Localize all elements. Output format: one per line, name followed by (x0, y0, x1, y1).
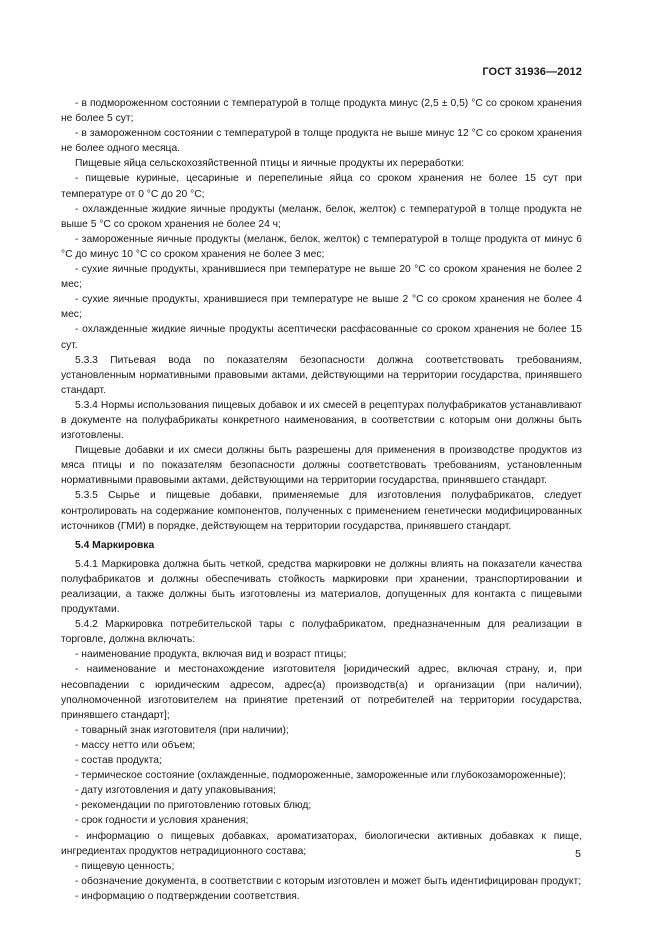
page-number: 5 (575, 848, 581, 860)
paragraph: 5.3.4 Нормы использования пищевых добавок и их смесей в рецептурах полуфабрикатов устанавливают в документе на полуфабрикаты конкретного наименования, в соответствии с которым они должны быть изготовлены. (61, 399, 582, 442)
list-item: - срок годности и условия хранения; (75, 815, 249, 827)
list-item: - наименование и местонахождение изготовителя [юридический адрес, включая страну, и, при несовпадении с юридическим адресом, адрес(а) производств(а) и организации (при наличии), уполномоченной изготовителем на принятие претензий от потребителей на территории государства, принявшего стандарт]; (61, 664, 582, 721)
list-item: - наименование продукта, включая вид и возраст птицы; (75, 649, 347, 661)
paragraph: Пищевые яйца сельскохозяйственной птицы и яичные продукты их переработки: (75, 158, 465, 170)
paragraph: - охлажденные жидкие яичные продукты (меланж, белок, желток) с температурой в толще продукта не выше 5 °С со сроком хранения не более 24 ч; (61, 203, 582, 230)
list-item: - массу нетто или объем; (75, 739, 196, 751)
paragraph: Пищевые добавки и их смеси должны быть разрешены для применения в производстве продуктов из мяса птицы и по показателям безопасности должны соответствовать требованиям, установленным нормативными правовыми актами, действующими на территории государства, принявшего стандарт. (61, 445, 582, 487)
list-item: - рекомендации по приготовлению готовых блюд; (75, 800, 312, 812)
list-item: - термическое состояние (охлажденные, подмороженные, замороженные или глубокозамороженные); (75, 770, 566, 782)
paragraph: - сухие яичные продукты, хранившиеся при температуре не выше 20 °С со сроком хранения не более 2 мес; (61, 264, 582, 291)
list-item: - товарный знак изготовителя (при наличии); (75, 724, 289, 736)
section-heading: 5.4 Маркировка (75, 539, 155, 551)
paragraph: - пищевые куриные, цесариные и перепелиные яйца со сроком хранения не более 15 сут при температуре от 0 °С до 20 °С; (61, 173, 582, 200)
document-code-header: ГОСТ 31936—2012 (482, 66, 582, 78)
paragraph: 5.4.2 Маркировка потребительской тары с полуфабрикатом, предназначенным для реализации в торговле, должна включать: (61, 619, 582, 646)
list-item: - информацию о пищевых добавках, ароматизаторах, биологически активных добавках к пище, ингредиентах продуктов нетрадиционного состава; (61, 830, 582, 857)
paragraph: - в подмороженном состоянии с температурой в толще продукта минус (2,5 ± 0,5) °С со сроком хранения не более 5 сут; (61, 98, 582, 125)
paragraph: 5.3.3 Питьевая вода по показателям безопасности должна соответствовать требованиям, установленным нормативными правовыми актами, действующими на территории государства, принявшего стандарт. (61, 354, 582, 396)
paragraph: 5.3.5 Сырье и пищевые добавки, применяемые для изготовления полуфабрикатов, следует контролировать на содержание компонентов, полученных с применением генетически модифицированных источников (ГМИ) в порядке, действующем на территории государства, принявшего стандарт. (61, 490, 582, 532)
paragraph: - в замороженном состоянии с температурой в толще продукта не выше минус 12 °С со сроком хранения не более одного месяца. (61, 128, 582, 155)
list-item: - состав продукта; (75, 755, 162, 767)
paragraph: - охлажденные жидкие яичные продукты асептически расфасованные со сроком хранения не более 15 сут. (61, 324, 582, 351)
paragraph: - замороженные яичные продукты (меланж, белок, желток) с температурой в толще продукта от минус 6 °С до минус 10 °С со сроком хранения не более 3 мес; (61, 233, 582, 260)
list-item: - обозначение документа, в соответствии с которым изготовлен и может быть идентифицирован продукт; (75, 875, 582, 887)
paragraph: - сухие яичные продукты, хранившиеся при температуре не выше 2 °С со сроком хранения не более 4 мес; (61, 294, 582, 321)
list-item: - пищевую ценность; (75, 860, 175, 872)
list-item: - дату изготовления и дату упаковывания; (75, 785, 276, 797)
paragraph: 5.4.1 Маркировка должна быть четкой, средства маркировки не должны влиять на показатели качества полуфабрикатов и должны обеспечивать стойкость маркировки при хранении, транспортировании и реализации, а также должны быть изготовлены из материалов, допущенных для контакта с пищевыми продуктами. (61, 558, 582, 616)
document-body (61, 96, 582, 904)
list-item: - информацию о подтверждении соответствия. (75, 890, 300, 902)
